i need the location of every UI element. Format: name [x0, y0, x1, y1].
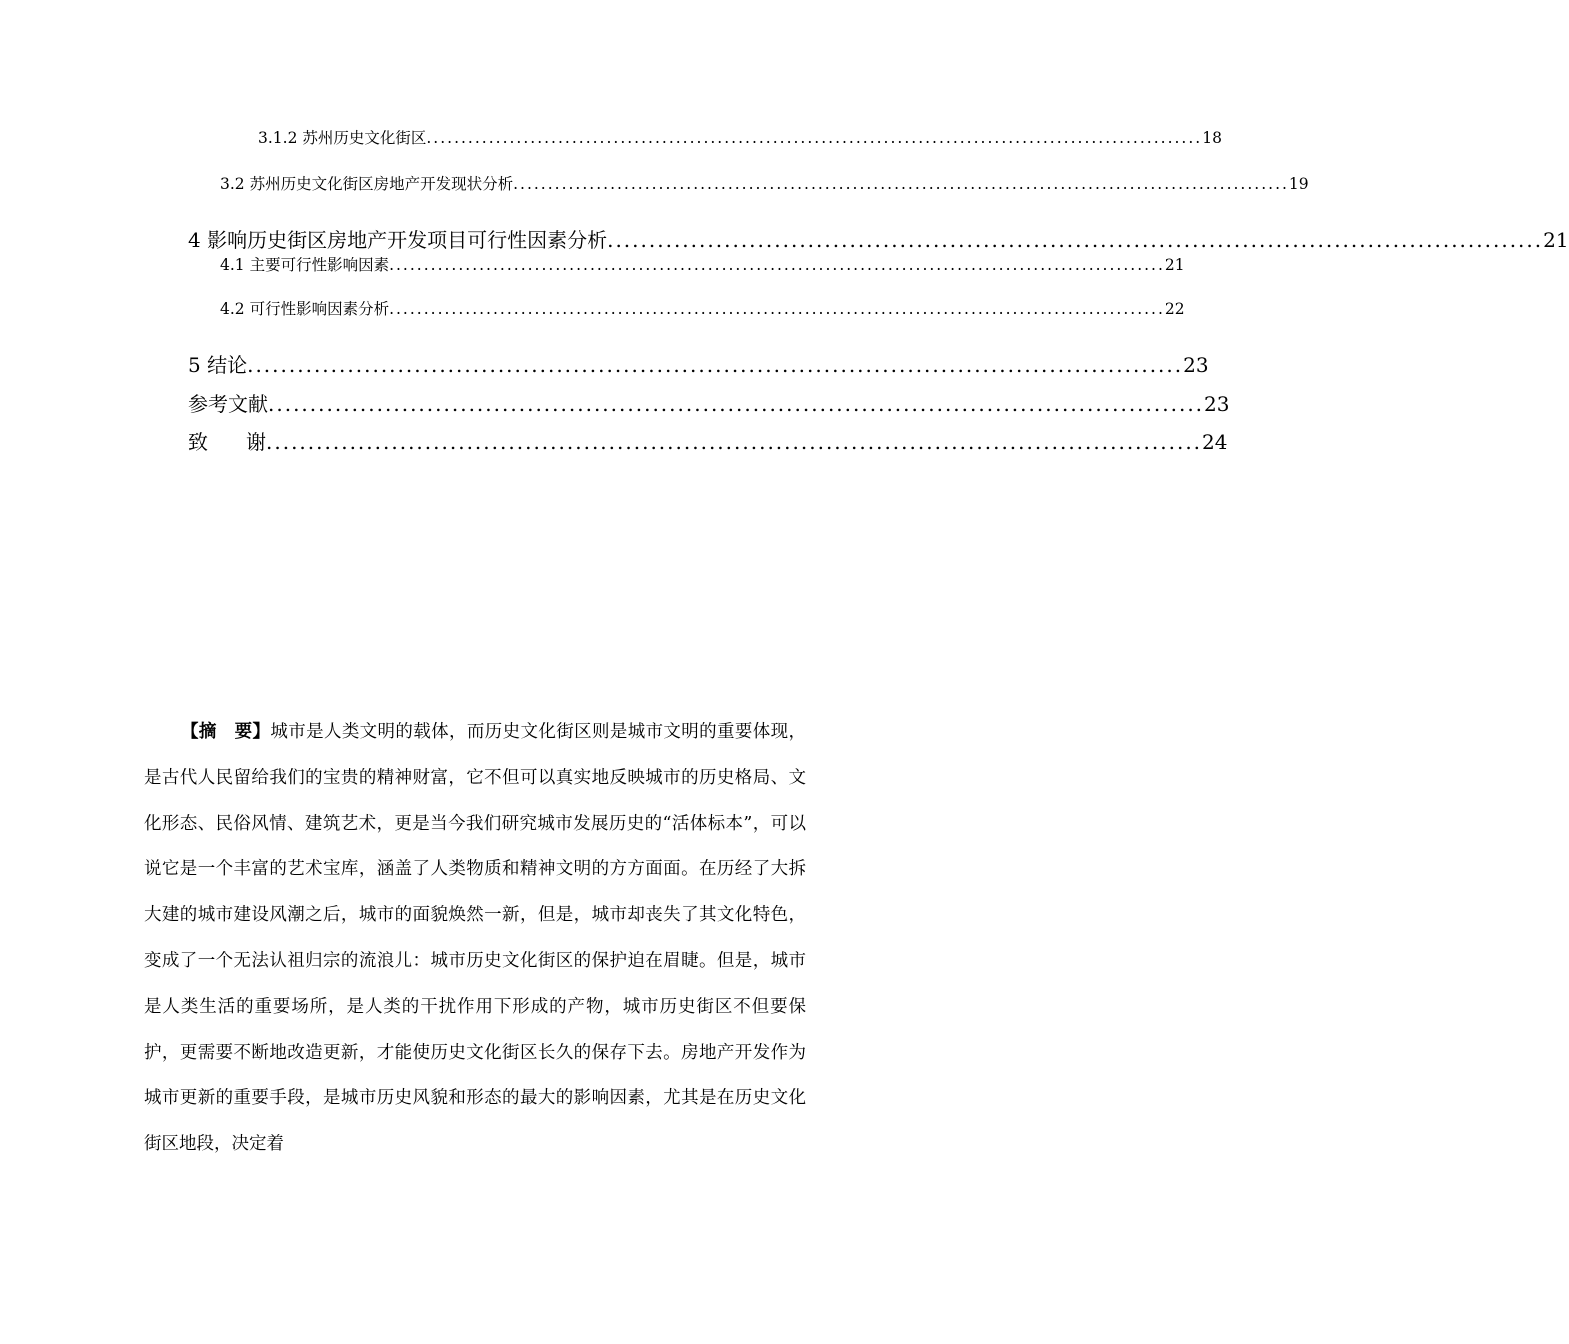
- toc-entry[interactable]: [188, 224, 1569, 253]
- toc-label-part: 致: [188, 430, 208, 454]
- toc-entry-page: 24: [1202, 430, 1228, 454]
- toc-leader-dots: ................................................................................................................: [389, 256, 1165, 274]
- toc-entry[interactable]: [188, 388, 1230, 417]
- toc-leader-dots: ................................................................................................................: [389, 300, 1165, 318]
- toc-entry-page: 21: [1543, 228, 1569, 252]
- toc-entry-page: 18: [1202, 129, 1222, 147]
- toc-entry-label: 5 结论: [188, 353, 248, 377]
- toc-entry-page: 21: [1164, 256, 1185, 274]
- toc-entry-label: 4.1 主要可行性影响因素: [220, 256, 390, 274]
- toc-entry[interactable]: [220, 172, 1309, 194]
- toc-leader-dots: ................................................................................................................: [513, 175, 1289, 193]
- toc-entry[interactable]: [220, 297, 1185, 319]
- abstract-text: 城市是人类文明的载体，而历史文化街区则是城市文明的重要体现，是古代人民留给我们的宝贵的精神财富，它不但可以真实地反映城市的历史格局、文化形态、民俗风情、建筑艺术，更是当今我们研究城市发展历史的“活体标本”，可以说它是一个丰富的艺术宝库，涵盖了人类物质和精神文明的方方面面。在历经了大拆大建的城市建设风潮之后，城市的面貌焕然一新，但是，城市却丧失了其文化特色，变成了一个无法认祖归宗的流浪儿：城市历史文化街区的保护迫在眉睫。但是，城市是人类生活的重要场所，是人类的干扰作用下形成的产物，城市历史街区不但要保护，更需要不断地改造更新，才能使历史文化街区长久的保存下去。房地产开发作为城市更新的重要手段，是城市历史风貌和形态的最大的影响因素，尤其是在历史文化街区地段，决定着: [144, 722, 807, 1155]
- toc-leader-dots: ................................................................................................................: [268, 392, 1205, 416]
- toc-entry[interactable]: [258, 126, 1222, 148]
- toc-entry-label: 4 影响历史街区房地产开发项目可行性因素分析: [188, 228, 608, 252]
- toc-entry-label: 3.1.2 苏州历史文化街区: [258, 129, 427, 147]
- toc-entry-label: 3.2 苏州历史文化街区房地产开发现状分析: [220, 175, 514, 193]
- toc-entry-page: 23: [1183, 353, 1209, 377]
- toc-entry-label: [188, 426, 266, 455]
- abstract-heading: 【摘 要】: [181, 722, 271, 742]
- toc-label-part: 谢: [246, 430, 266, 454]
- toc-entry-page: 19: [1288, 175, 1309, 193]
- toc-leader-dots: ................................................................................................................: [247, 353, 1184, 377]
- toc-leader-dots: ................................................................................................................: [426, 129, 1203, 147]
- toc-leader-dots: ................................................................................................................: [266, 430, 1203, 454]
- abstract-paragraph: [144, 710, 806, 1168]
- toc-entry[interactable]: [188, 349, 1209, 378]
- toc-entry[interactable]: [220, 253, 1185, 275]
- toc-entry-page: 23: [1204, 392, 1230, 416]
- toc-entry-page: 22: [1164, 300, 1185, 318]
- toc-entry-label: 参考文献: [188, 392, 268, 416]
- toc-entry-label: 4.2 可行性影响因素分析: [220, 300, 390, 318]
- toc-entry[interactable]: [188, 426, 1228, 455]
- toc-leader-dots: ................................................................................................................: [607, 228, 1544, 252]
